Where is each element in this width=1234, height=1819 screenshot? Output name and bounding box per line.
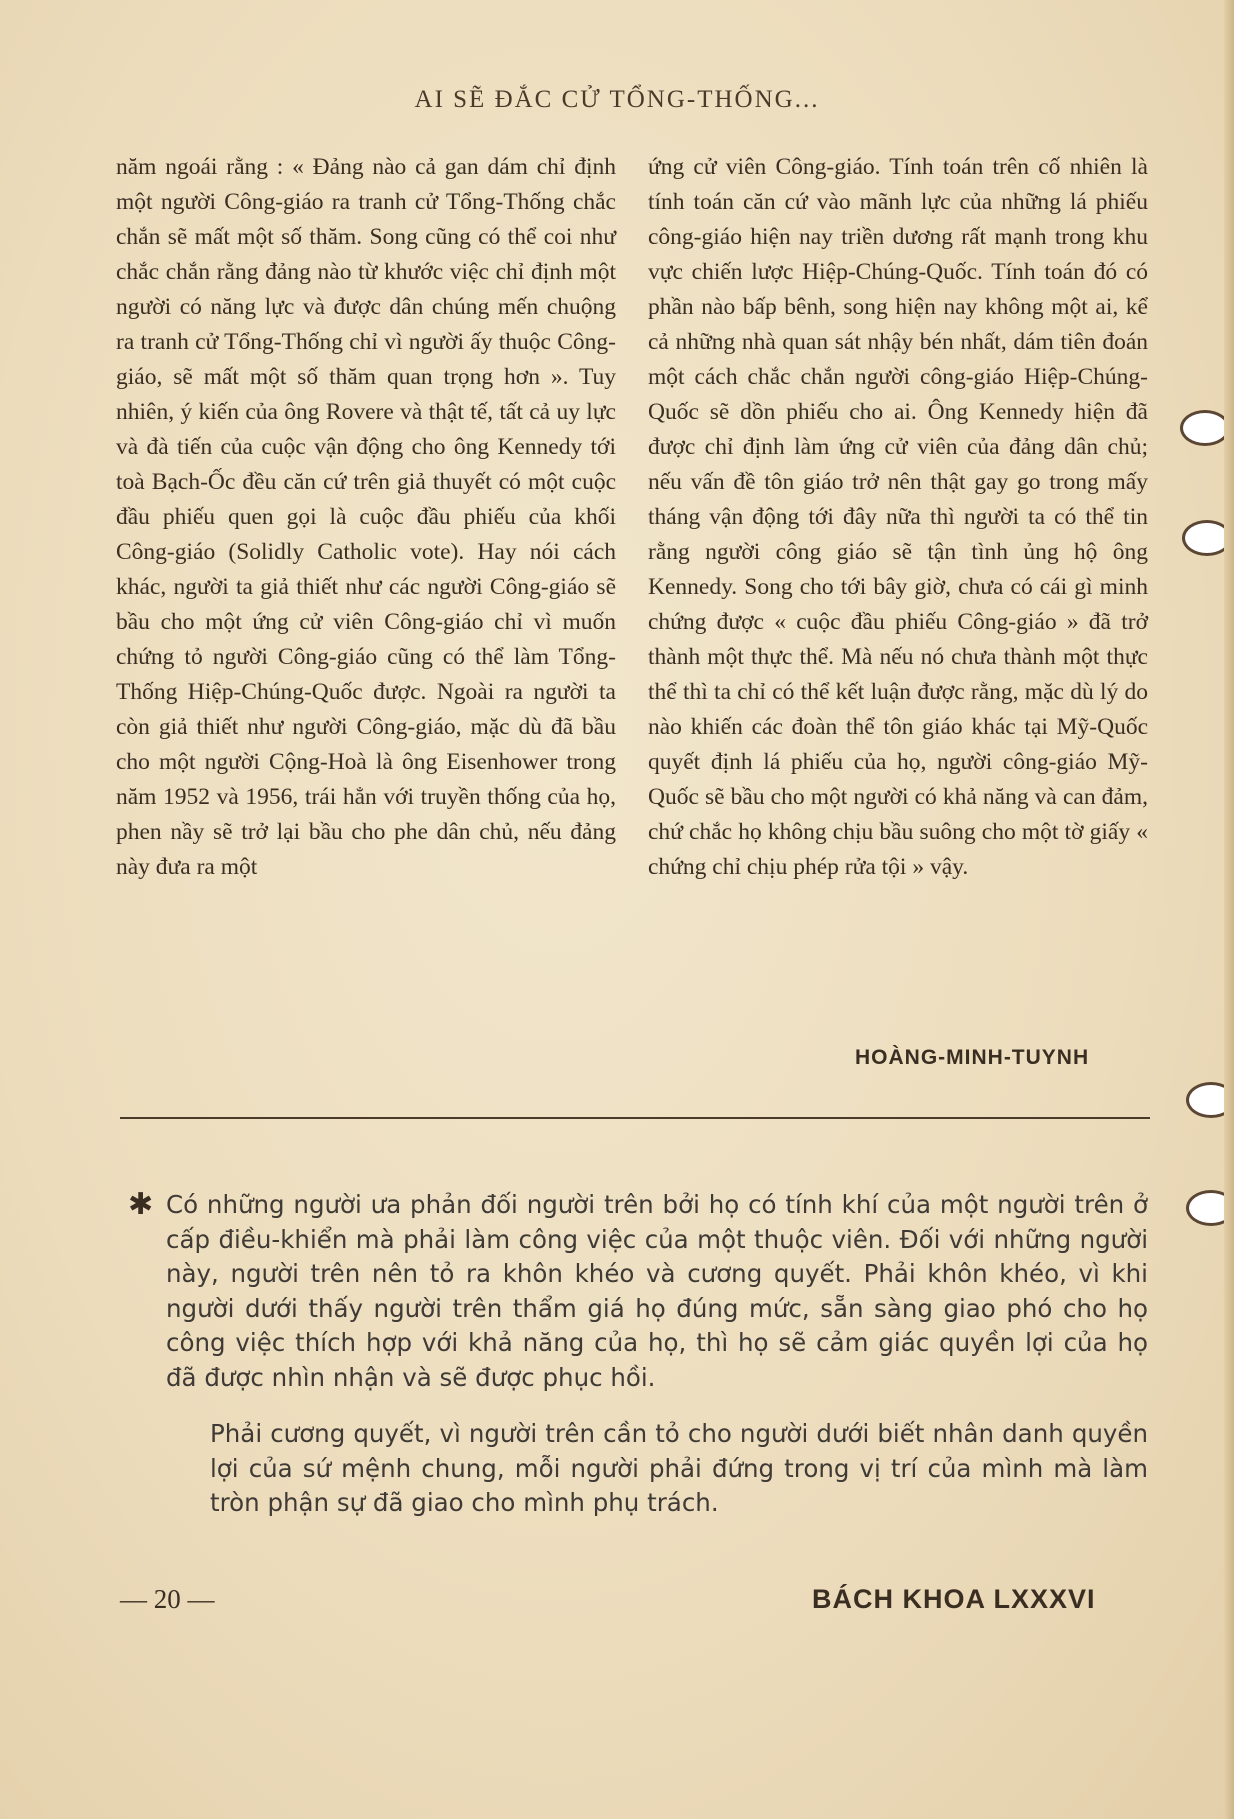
- page-number: — 20 —: [120, 1584, 215, 1614]
- binding-hole-top: [1180, 410, 1230, 446]
- article-right-column: ứng cử viên Công-giáo. Tính toán trên cố nhiên là tính toán căn cứ vào mãnh lực của những lá phiếu công-giáo hiện nay triền dương rất mạnh trong khu vực chiến lược Hiệp-Chúng-Quốc. Tính toán đó có phần nào bấp bênh, song hiện nay không một ai, kể cả những nhà quan sát nhậy bén nhất, dám tiên đoán một cách chắc chắn người công-giáo Hiệp-Chúng-Quốc sẽ dồn phiếu cho ai. Ông Kennedy hiện đã được chỉ định làm ứng cử viên của đảng dân chủ; nếu vấn đề tôn giáo trở nên thật gay go trong mấy tháng vận động tới đây nữa thì người ta có thể tin rằng người công giáo sẽ tận tình ủng hộ ông Kennedy. Song cho tới bây giờ, chưa có cái gì minh chứng được « cuộc đầu phiếu Công-giáo » đã trở thành một thực thể. Mà nếu nó chưa thành một thực thể thì ta chỉ có thể kết luận được rằng, mặc dù lý do nào khiến các đoàn thể tôn giáo khác tại Mỹ-Quốc quyết định lá phiếu của họ, người công-giáo Mỹ-Quốc sẽ bầu cho một người có khả năng và can đảm, chứ chắc họ không chịu bầu suông cho một tờ giấy « chứng chỉ chịu phép rửa tội » vậy.: [648, 154, 1148, 880]
- note-paragraph-1: Có những người ưa phản đối người trên bởi họ có tính khí của một người trên ở cấp điều-khiển mà phải làm công việc của một thuộc viên. Đối với những người này, người trên nên tỏ ra khôn khéo và cương quyết. Phải khôn khéo, vì khi người dưới thấy người trên thẩm giá họ đúng mức, sẵn sàng giao phó cho họ công việc thích hợp với khả năng của họ, thì họ sẽ cảm giác quyền lợi của họ đã được nhìn nhận và sẽ được phục hồi.: [166, 1190, 1148, 1392]
- journal-title: BÁCH KHOA LXXXVI: [812, 1584, 1096, 1614]
- article-left-column: năm ngoái rằng : « Đảng nào cả gan dám chỉ định một người Công-giáo ra tranh cử Tổng-Thống chắc chắn sẽ mất một số thăm. Song cũng có thể coi như chắc chắn rằng đảng nào từ khước việc chỉ định một người có năng lực và được dân chúng mến chuộng ra tranh cử Tổng-Thống chỉ vì người ấy thuộc Công-giáo, sẽ mất một số thăm quan trọng hơn ». Tuy nhiên, ý kiến của ông Rovere và thật tế, tất cả uy lực và đà tiến của cuộc vận động cho ông Kennedy tới toà Bạch-Ốc đều căn cứ trên giả thuyết có một cuộc đầu phiếu quen gọi là cuộc đầu phiếu của khối Công-giáo (Solidly Catholic vote). Hay nói cách khác, người ta giả thiết như các người Công-giáo sẽ bầu cho một ứng cử viên Công-giáo chỉ vì muốn chứng tỏ người Công-giáo cũng có thể làm Tổng-Thống Hiệp-Chúng-Quốc được. Ngoài ra người ta còn giả thiết như người Công-giáo, mặc dù đã bầu cho một người Cộng-Hoà là ông Eisenhower trong năm 1952 và 1956, trái hẳn với truyền thống của họ, phen nầy sẽ trở lại bầu cho phe dân chủ, nếu đảng này đưa ra một: [116, 154, 616, 880]
- boxed-note: [118, 1188, 1148, 1521]
- note-paragraph-2: Phải cương quyết, vì người trên cần tỏ cho người dưới biết nhân danh quyền lợi của sứ mệnh chung, mỗi người phải đứng trong vị trí của mình mà làm tròn phận sự đã giao cho mình phụ trách.: [210, 1419, 1148, 1517]
- section-divider: [120, 1117, 1150, 1119]
- running-head: AI SẼ ĐẮC CỬ TỔNG-THỐNG...: [414, 86, 820, 113]
- page-edge: [1224, 0, 1234, 1819]
- asterisk-star-icon: ✱: [128, 1187, 154, 1222]
- author-byline: HOÀNG-MINH-TUYNH: [855, 1046, 1090, 1069]
